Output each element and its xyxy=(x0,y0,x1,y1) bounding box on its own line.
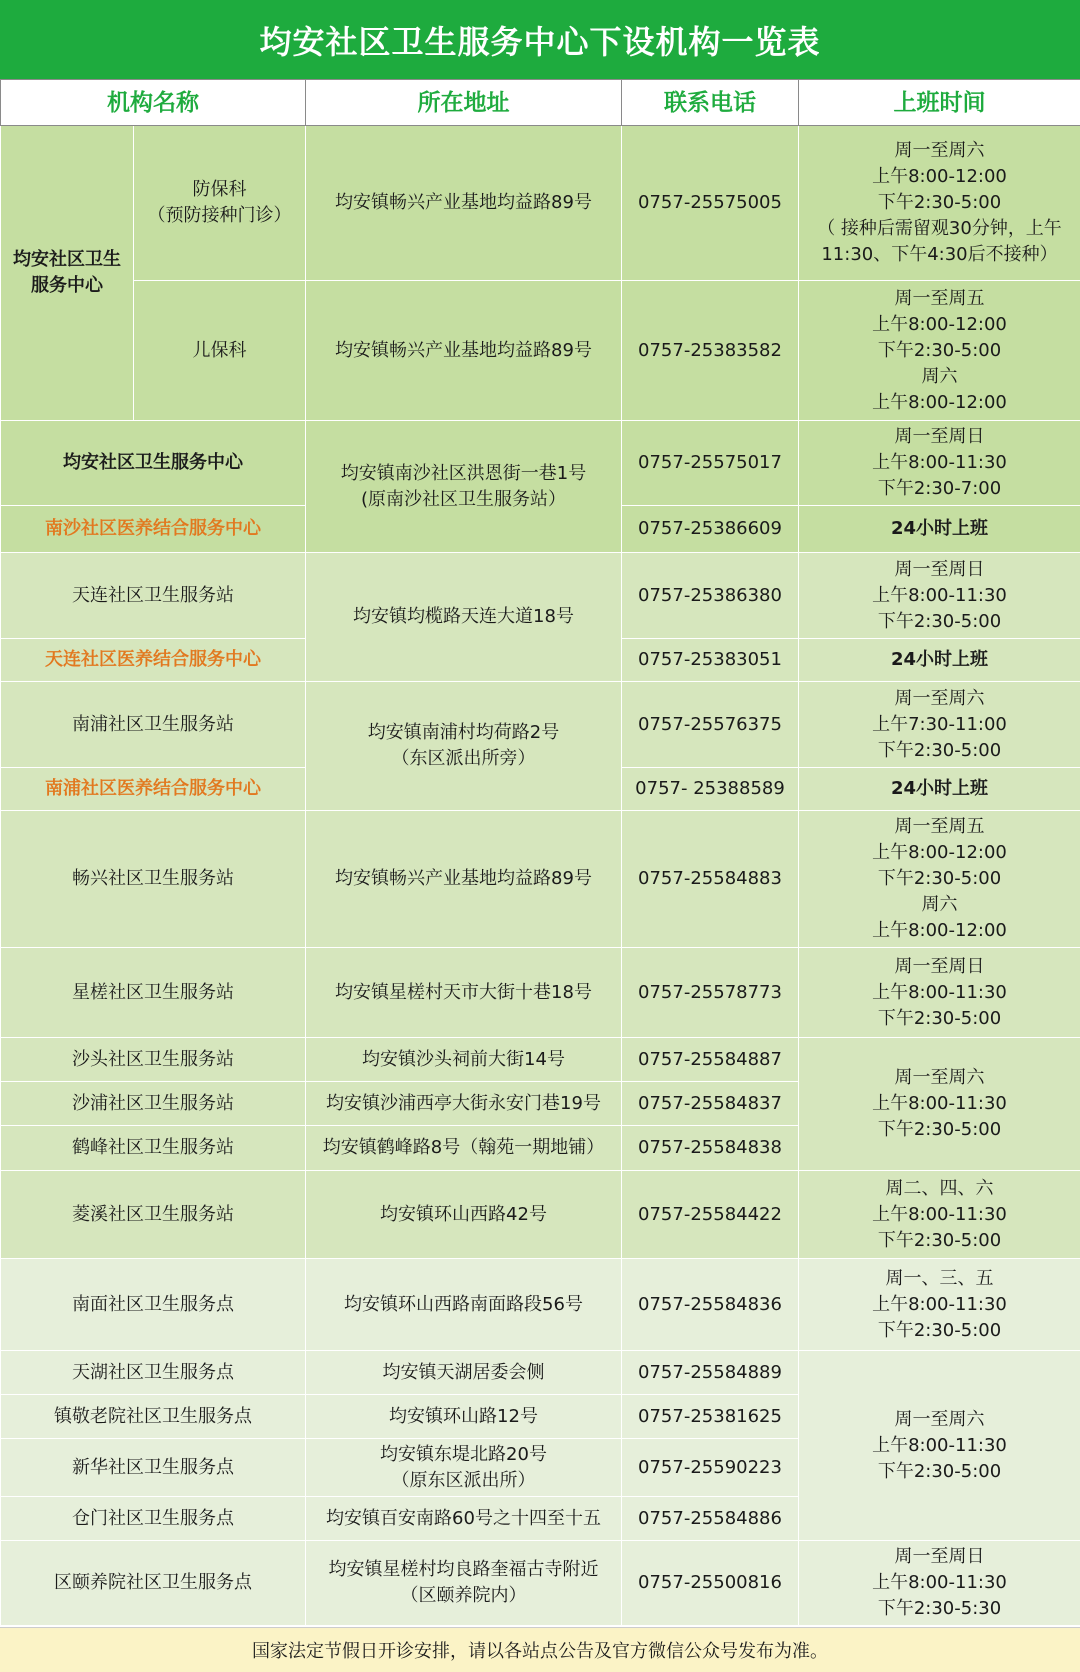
table-row xyxy=(1,126,1080,281)
name-cell: 南浦社区医养结合服务中心 xyxy=(1,768,306,811)
address-cell: 均安镇南浦村均荷路2号 （东区派出所旁） xyxy=(306,682,622,811)
address-cell: 均安镇百安南路60号之十四至十五 xyxy=(306,1497,622,1541)
hours-cell: 周一至周六 上午8:00-12:00 下午2:30-5:00 （ 接种后需留观30分钟，上午11:30、下午4:30后不接种） xyxy=(799,126,1080,281)
phone-cell: 0757-25500816 xyxy=(622,1541,799,1626)
name-cell: 鹤峰社区卫生服务站 xyxy=(1,1126,306,1171)
dept-cell: 防保科 （预防接种门诊） xyxy=(134,126,306,281)
table-row xyxy=(1,948,1080,1038)
phone-cell: 0757-25584886 xyxy=(622,1497,799,1541)
address-cell: 均安镇环山西路42号 xyxy=(306,1171,622,1259)
table-header-row xyxy=(1,80,1080,126)
header-name: 机构名称 xyxy=(1,80,306,126)
table-row xyxy=(1,1038,1080,1082)
name-cell: 均安社区卫生服务中心 xyxy=(1,421,306,506)
name-cell: 南面社区卫生服务点 xyxy=(1,1259,306,1351)
name-cell: 天湖社区卫生服务点 xyxy=(1,1351,306,1395)
phone-cell: 0757-25584836 xyxy=(622,1259,799,1351)
address-cell: 均安镇星槎村均良路奎福古寺附近 （区颐养院内） xyxy=(306,1541,622,1626)
page-title: 均安社区卫生服务中心下设机构一览表 xyxy=(0,0,1080,79)
name-cell: 畅兴社区卫生服务站 xyxy=(1,811,306,948)
name-cell: 新华社区卫生服务点 xyxy=(1,1439,306,1497)
hours-cell: 24小时上班 xyxy=(799,506,1080,553)
address-cell: 均安镇天湖居委会侧 xyxy=(306,1351,622,1395)
phone-cell: 0757-25576375 xyxy=(622,682,799,768)
name-cell: 天连社区卫生服务站 xyxy=(1,553,306,639)
phone-cell: 0757-25575017 xyxy=(622,421,799,506)
hours-cell: 周一、三、五 上午8:00-11:30 下午2:30-5:00 xyxy=(799,1259,1080,1351)
table-row xyxy=(1,682,1080,768)
phone-cell: 0757-25584838 xyxy=(622,1126,799,1171)
footer-note: 国家法定节假日开诊安排，请以各站点公告及官方微信公众号发布为准。 xyxy=(0,1627,1080,1672)
phone-cell: 0757-25584837 xyxy=(622,1082,799,1126)
table-row xyxy=(1,281,1080,421)
name-cell: 天连社区医养结合服务中心 xyxy=(1,639,306,682)
address-cell: 均安镇东堤北路20号 （原东区派出所） xyxy=(306,1439,622,1497)
address-cell: 均安镇环山路12号 xyxy=(306,1395,622,1439)
phone-cell: 0757-25584887 xyxy=(622,1038,799,1082)
table-row xyxy=(1,811,1080,948)
phone-cell: 0757-25386609 xyxy=(622,506,799,553)
hours-cell: 周一至周五 上午8:00-12:00 下午2:30-5:00 周六 上午8:00-12:00 xyxy=(799,811,1080,948)
phone-cell: 0757-25383051 xyxy=(622,639,799,682)
address-cell: 均安镇畅兴产业基地均益路89号 xyxy=(306,811,622,948)
hours-cell: 周二、四、六 上午8:00-11:30 下午2:30-5:00 xyxy=(799,1171,1080,1259)
phone-cell: 0757-25578773 xyxy=(622,948,799,1038)
table-row xyxy=(1,421,1080,506)
center-name-cell: 均安社区卫生服务中心 xyxy=(1,126,134,421)
name-cell: 菱溪社区卫生服务站 xyxy=(1,1171,306,1259)
name-cell: 镇敬老院社区卫生服务点 xyxy=(1,1395,306,1439)
phone-cell: 0757-25381625 xyxy=(622,1395,799,1439)
header-phone: 联系电话 xyxy=(622,80,799,126)
hours-cell: 24小时上班 xyxy=(799,639,1080,682)
phone-cell: 0757- 25388589 xyxy=(622,768,799,811)
hours-cell: 周一至周六 上午8:00-11:30 下午2:30-5:00 xyxy=(799,1351,1080,1541)
hours-cell: 24小时上班 xyxy=(799,768,1080,811)
header-hours: 上班时间 xyxy=(799,80,1080,126)
table-row xyxy=(1,1171,1080,1259)
name-cell: 沙头社区卫生服务站 xyxy=(1,1038,306,1082)
name-cell: 星槎社区卫生服务站 xyxy=(1,948,306,1038)
table-row xyxy=(1,1259,1080,1351)
hours-cell: 周一至周五 上午8:00-12:00 下午2:30-5:00 周六 上午8:00-12:00 xyxy=(799,281,1080,421)
name-cell: 南沙社区医养结合服务中心 xyxy=(1,506,306,553)
dept-cell: 儿保科 xyxy=(134,281,306,421)
address-cell: 均安镇南沙社区洪恩街一巷1号 (原南沙社区卫生服务站） xyxy=(306,421,622,553)
name-cell: 区颐养院社区卫生服务点 xyxy=(1,1541,306,1626)
hours-cell: 周一至周日 上午8:00-11:30 下午2:30-5:00 xyxy=(799,948,1080,1038)
institution-table xyxy=(0,79,1080,1626)
name-cell: 仓门社区卫生服务点 xyxy=(1,1497,306,1541)
address-cell: 均安镇环山西路南面路段56号 xyxy=(306,1259,622,1351)
phone-cell: 0757-25575005 xyxy=(622,126,799,281)
hours-cell: 周一至周日 上午8:00-11:30 下午2:30-5:00 xyxy=(799,553,1080,639)
address-cell: 均安镇畅兴产业基地均益路89号 xyxy=(306,126,622,281)
address-cell: 均安镇沙头祠前大街14号 xyxy=(306,1038,622,1082)
hours-cell: 周一至周六 上午7:30-11:00 下午2:30-5:00 xyxy=(799,682,1080,768)
header-address: 所在地址 xyxy=(306,80,622,126)
name-cell: 沙浦社区卫生服务站 xyxy=(1,1082,306,1126)
table-row xyxy=(1,1351,1080,1395)
hours-cell: 周一至周六 上午8:00-11:30 下午2:30-5:00 xyxy=(799,1038,1080,1171)
address-cell: 均安镇沙浦西亭大街永安门巷19号 xyxy=(306,1082,622,1126)
hours-cell: 周一至周日 上午8:00-11:30 下午2:30-7:00 xyxy=(799,421,1080,506)
phone-cell: 0757-25584883 xyxy=(622,811,799,948)
address-cell: 均安镇鹤峰路8号（翰苑一期地铺） xyxy=(306,1126,622,1171)
phone-cell: 0757-25584422 xyxy=(622,1171,799,1259)
address-cell: 均安镇均榄路天连大道18号 xyxy=(306,553,622,682)
phone-cell: 0757-25584889 xyxy=(622,1351,799,1395)
phone-cell: 0757-25383582 xyxy=(622,281,799,421)
address-cell: 均安镇星槎村天市大街十巷18号 xyxy=(306,948,622,1038)
hours-cell: 周一至周日 上午8:00-11:30 下午2:30-5:30 xyxy=(799,1541,1080,1626)
table-row xyxy=(1,1541,1080,1626)
address-cell: 均安镇畅兴产业基地均益路89号 xyxy=(306,281,622,421)
phone-cell: 0757-25386380 xyxy=(622,553,799,639)
name-cell: 南浦社区卫生服务站 xyxy=(1,682,306,768)
phone-cell: 0757-25590223 xyxy=(622,1439,799,1497)
table-row xyxy=(1,553,1080,639)
